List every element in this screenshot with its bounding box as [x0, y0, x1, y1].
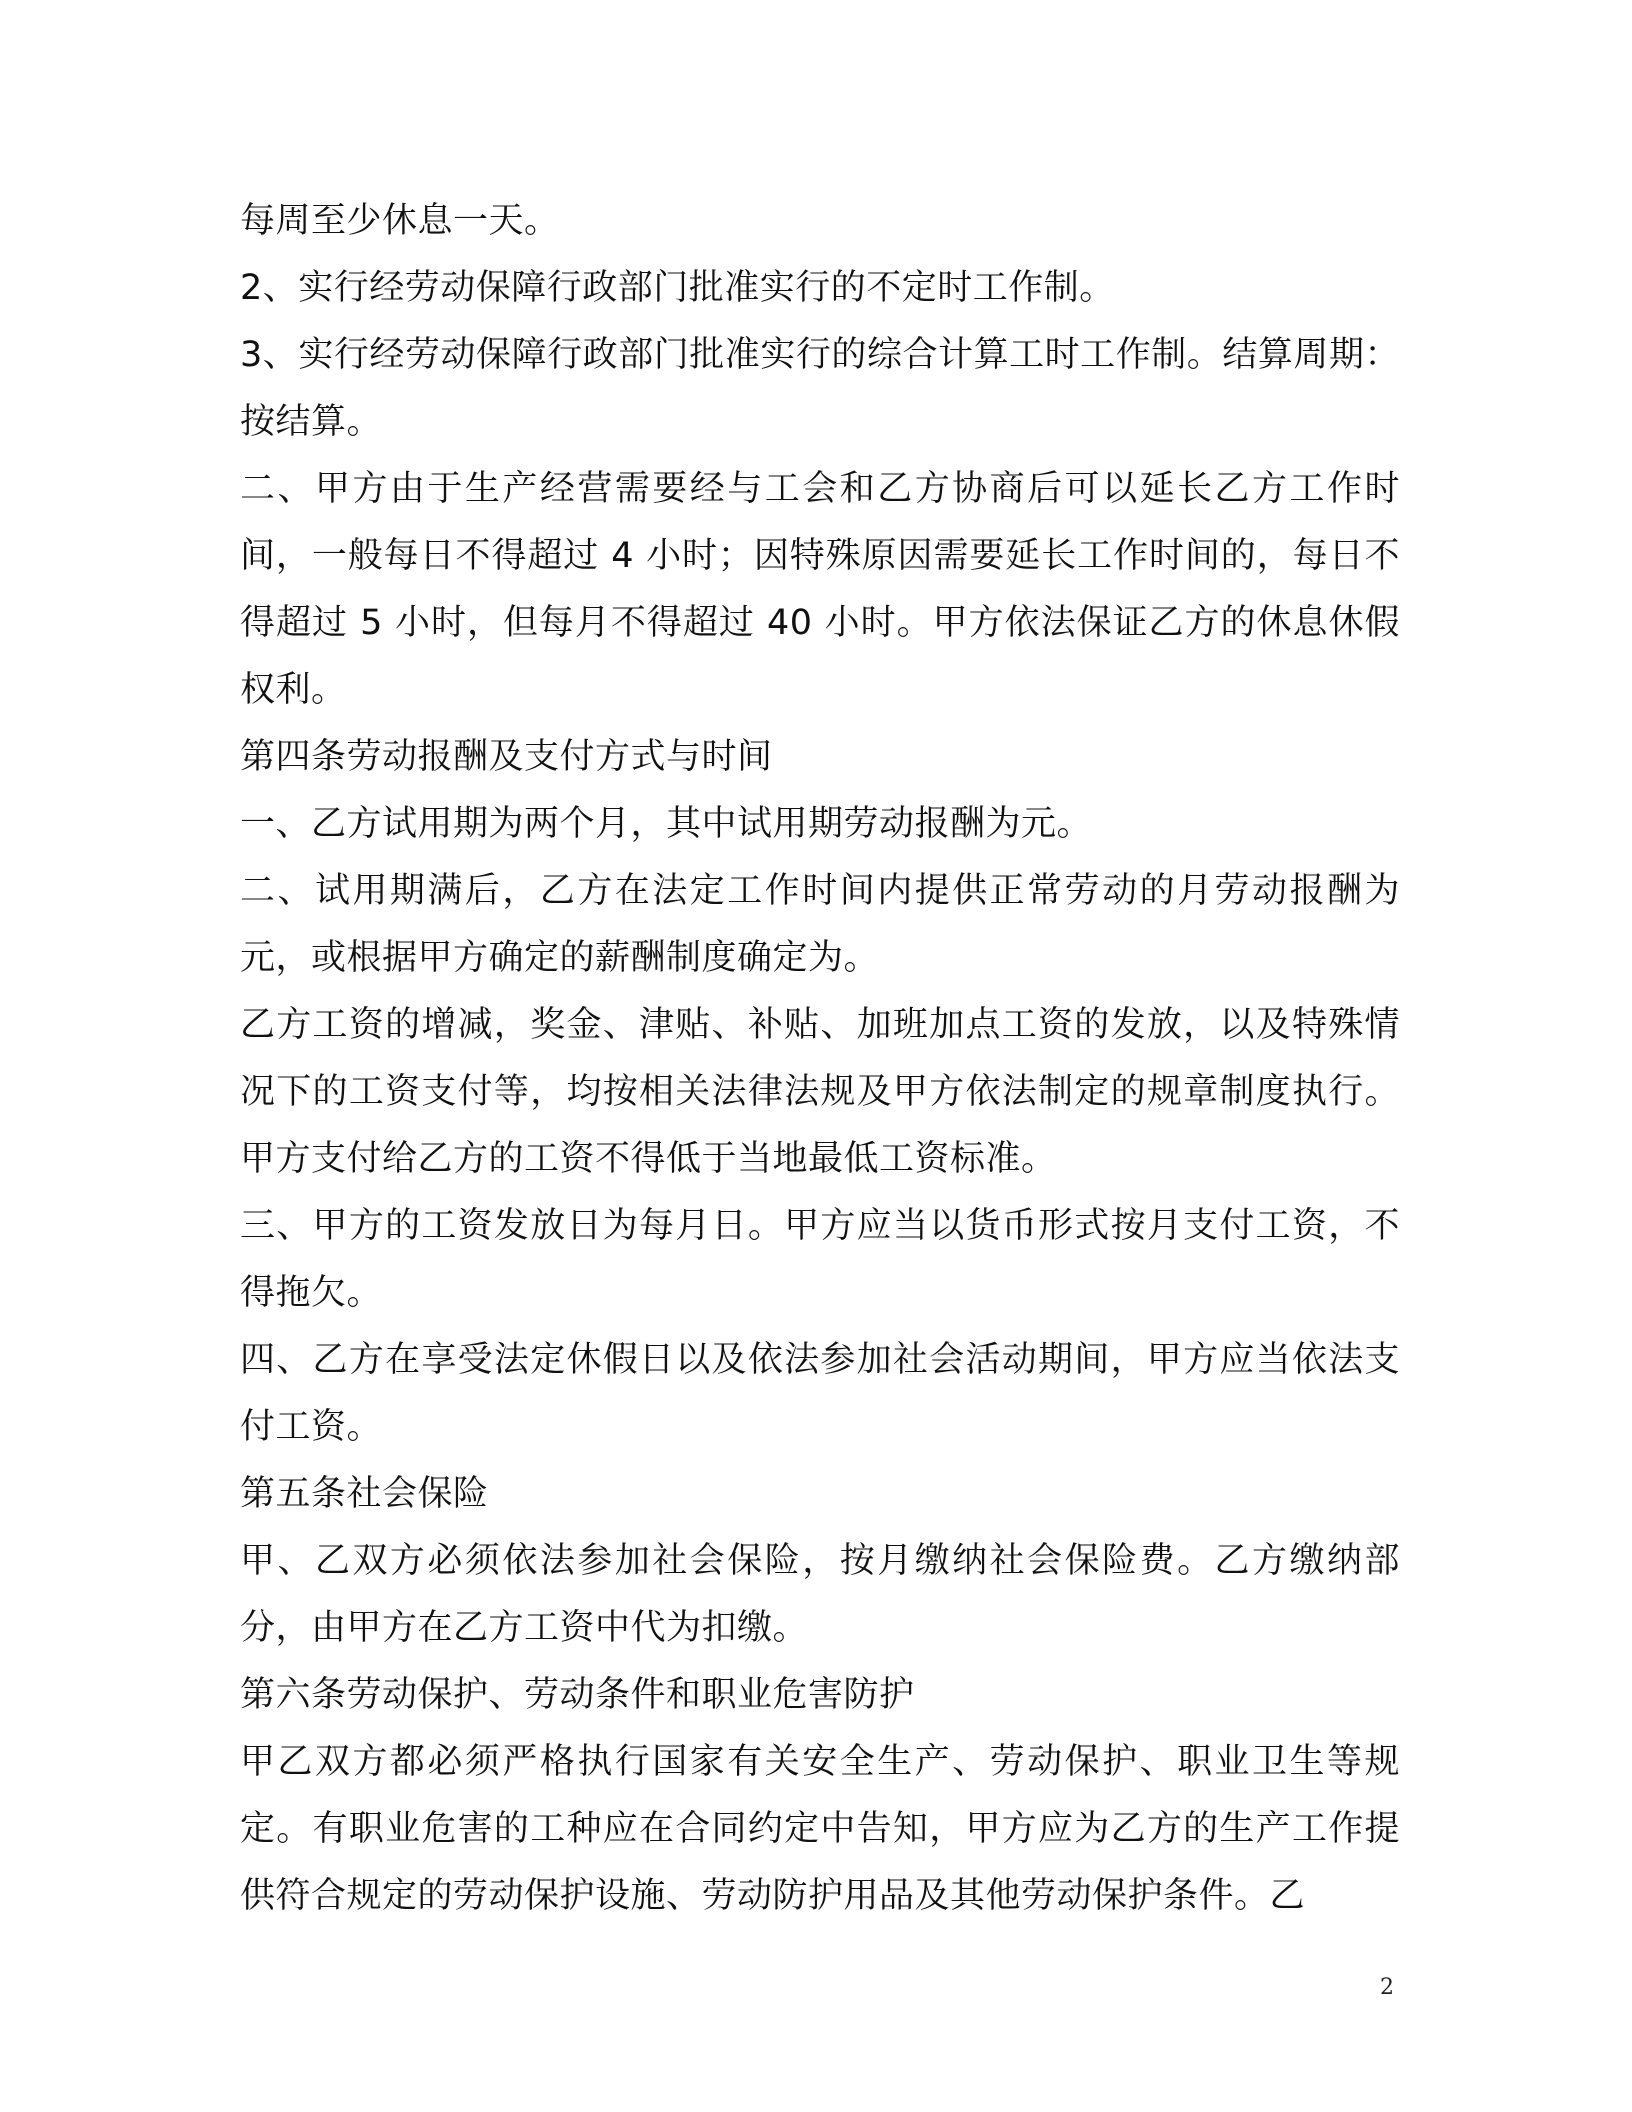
- paragraph-labor-protection: 甲乙双方都必须严格执行国家有关安全生产、劳动保护、职业卫生等规定。有职业危害的工种应在合同约定中告知，甲方应为乙方的生产工作提供符合规定的劳动保护设施、劳动防护用品及其他劳动保护条件。乙: [240, 1742, 1400, 1916]
- paragraph-comprehensive-hours: 3、实行经劳动保障行政部门批准实行的综合计算工时工作制。结算周期：按结算。: [240, 335, 1400, 442]
- paragraph-regular-pay: 二、试用期满后，乙方在法定工作时间内提供正常劳动的月劳动报酬为元，或根据甲方确定的薪酬制度确定为。: [240, 871, 1400, 978]
- paragraph-pay-day: 三、甲方的工资发放日为每月日。甲方应当以货币形式按月支付工资，不得拖欠。: [240, 1206, 1400, 1313]
- paragraph-wage-adjustments: 乙方工资的增减，奖金、津贴、补贴、加班加点工资的发放，以及特殊情况下的工资支付等，均按相关法律法规及甲方依法制定的规章制度执行。甲方支付给乙方的工资不得低于当地最低工资标准。: [240, 1005, 1400, 1179]
- paragraph-probation-pay: 一、乙方试用期为两个月，其中试用期劳动报酬为元。: [240, 804, 1093, 844]
- heading-article-four: 第四条劳动报酬及支付方式与时间: [240, 737, 773, 777]
- paragraph-overtime: 二、甲方由于生产经营需要经与工会和乙方协商后可以延长乙方工作时间，一般每日不得超过 4 小时；因特殊原因需要延长工作时间的，每日不得超过 5 小时，但每月不得超过 40 小时。甲方依法保证乙方的休息休假权利。: [240, 469, 1400, 710]
- heading-article-six: 第六条劳动保护、劳动条件和职业危害防护: [240, 1675, 915, 1715]
- page-number: 2: [1380, 1975, 1394, 2000]
- heading-article-five: 第五条社会保险: [240, 1474, 489, 1514]
- paragraph-rest-day: 每周至少休息一天。: [240, 201, 560, 241]
- paragraph-holiday-pay: 四、乙方在享受法定休假日以及依法参加社会活动期间，甲方应当依法支付工资。: [240, 1340, 1400, 1447]
- paragraph-social-insurance: 甲、乙双方必须依法参加社会保险，按月缴纳社会保险费。乙方缴纳部分，由甲方在乙方工资中代为扣缴。: [240, 1541, 1400, 1648]
- document-body: [240, 188, 1400, 1930]
- paragraph-irregular-hours: 2、实行经劳动保障行政部门批准实行的不定时工作制。: [240, 268, 1115, 308]
